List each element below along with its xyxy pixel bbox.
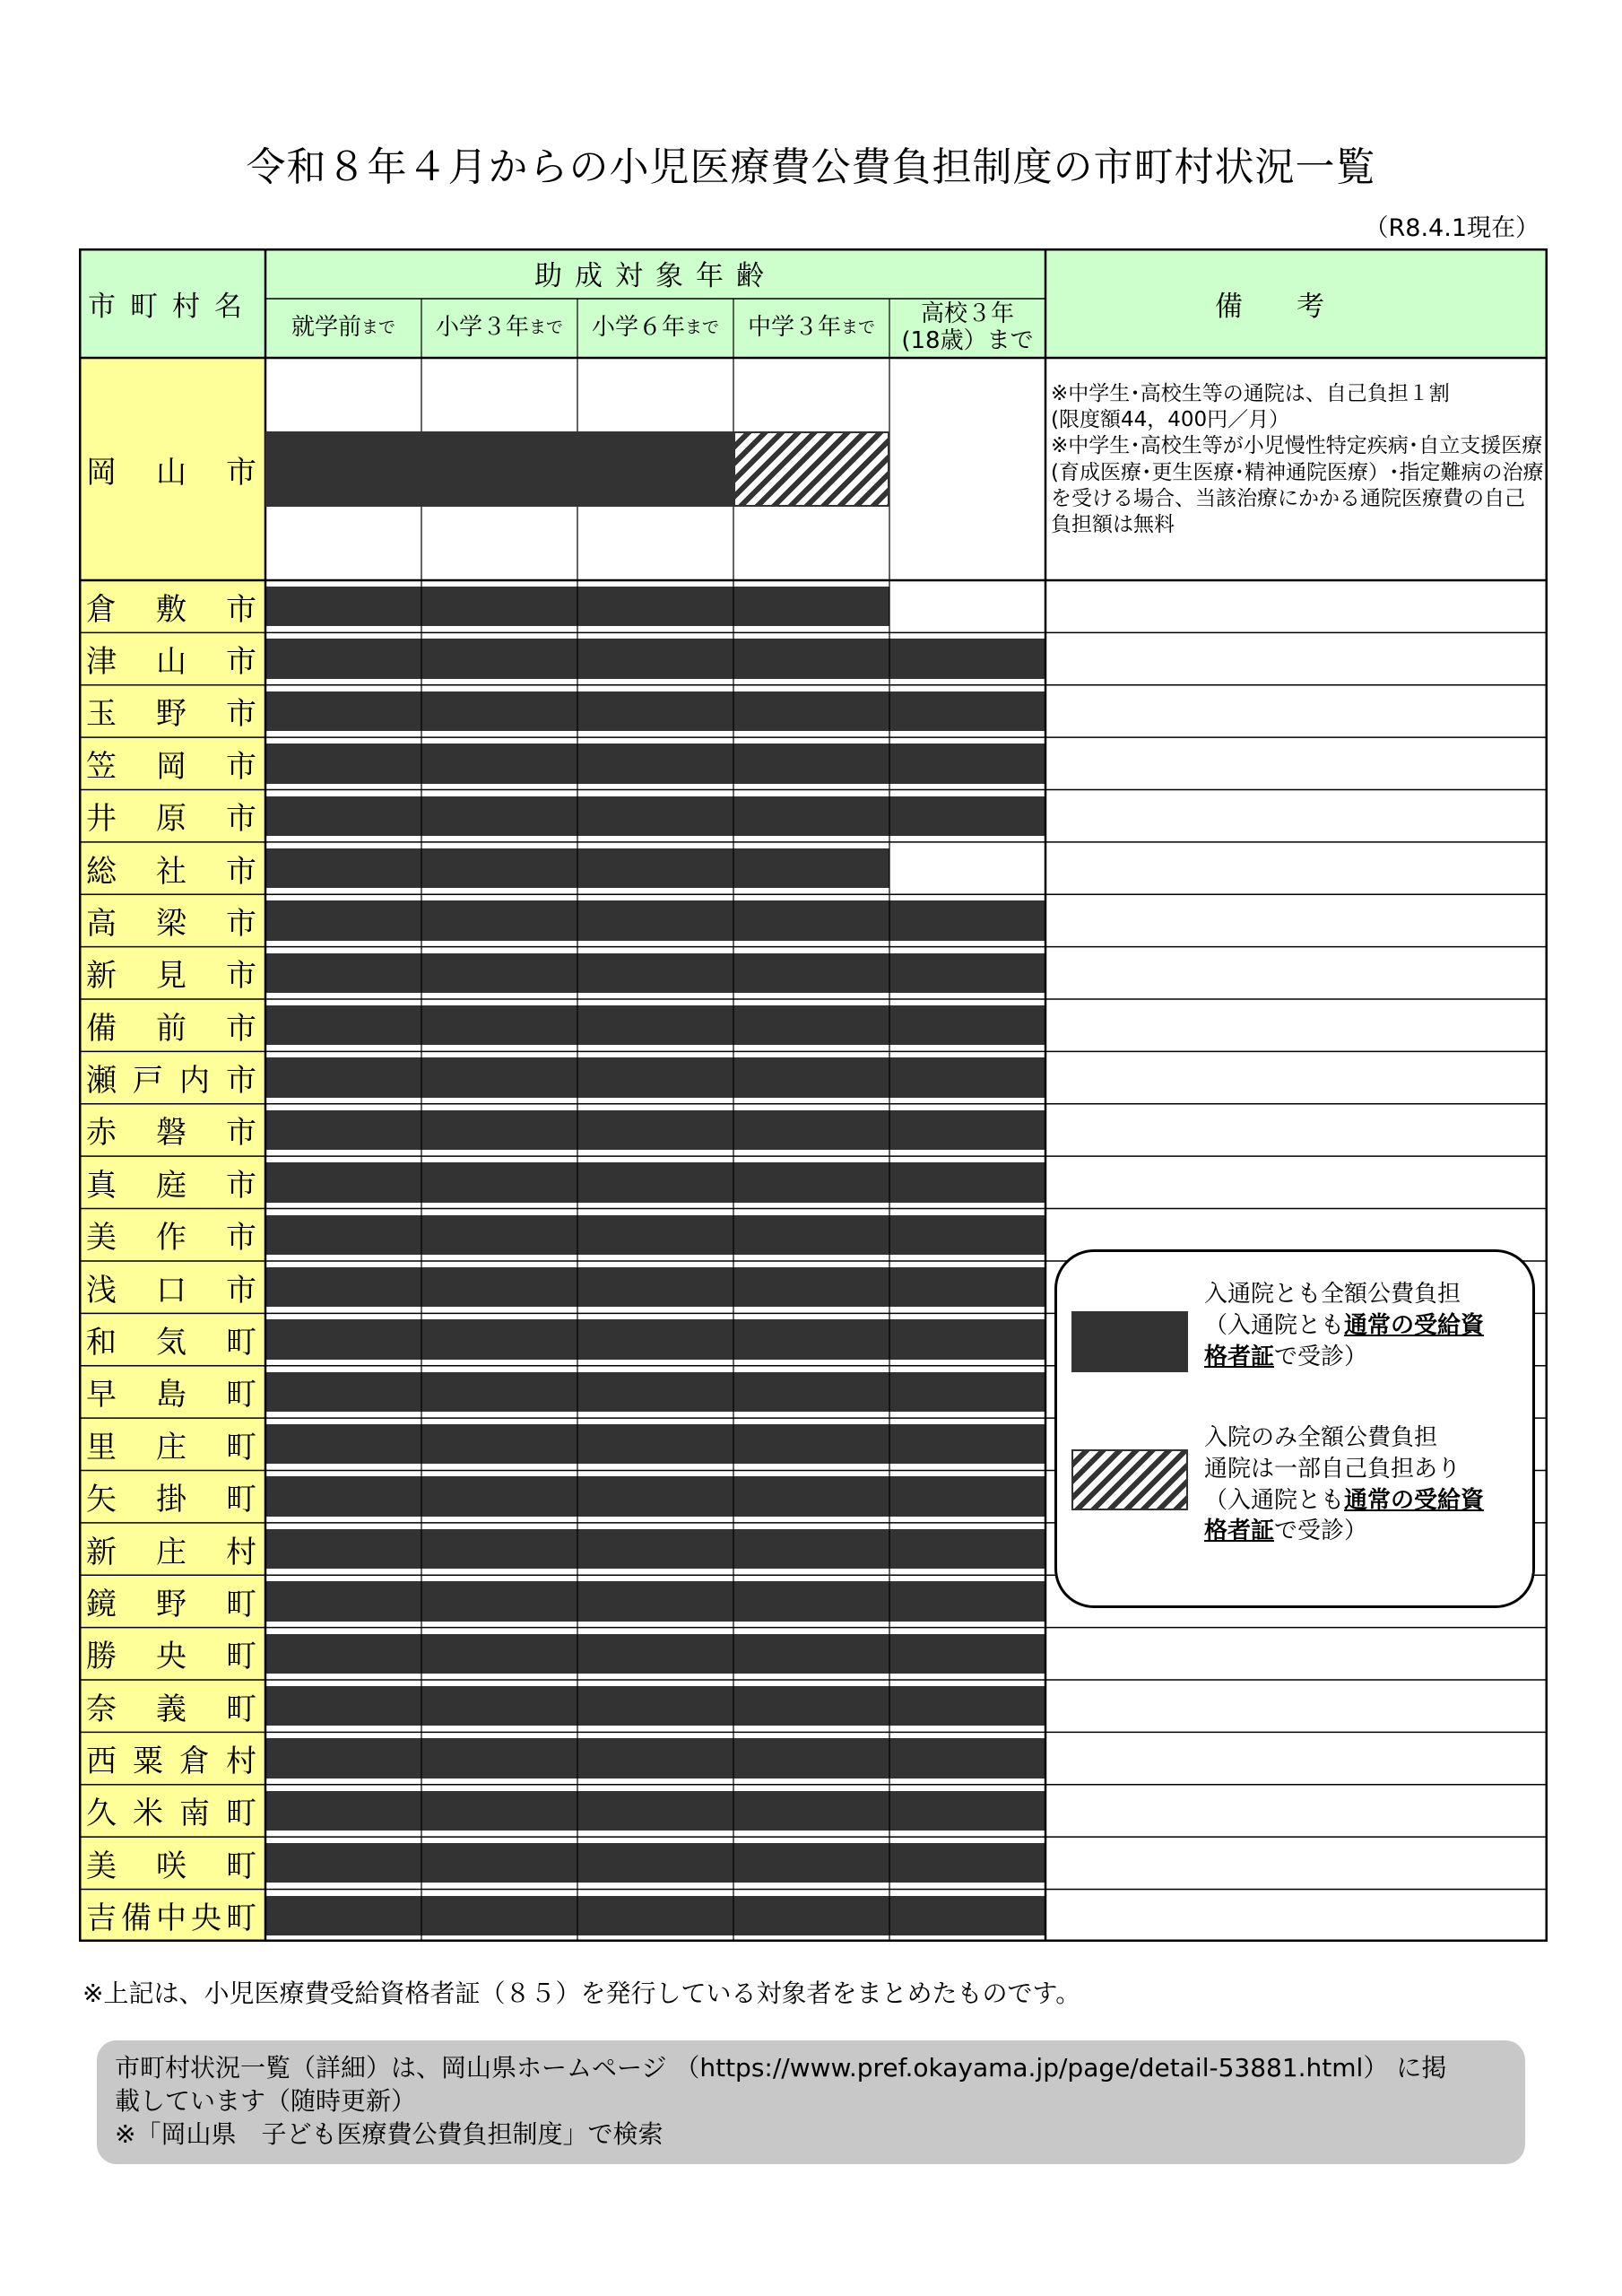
header-age-group: 助成対象年齢: [534, 259, 776, 292]
name-char: 南: [179, 1796, 210, 1832]
name-char: 社: [156, 853, 186, 890]
as-of-date: （R8.4.1現在）: [1364, 214, 1540, 242]
name-char: 市: [226, 1063, 256, 1100]
name-char: 浅: [86, 1272, 117, 1309]
coverage-bar-full: [265, 1581, 1045, 1621]
name-char: 咲: [156, 1848, 186, 1884]
legend-full-text: [1204, 1279, 1484, 1372]
name-char: 岡: [86, 454, 117, 491]
name-char: 央: [156, 1639, 186, 1675]
name-char: 倉: [86, 591, 117, 628]
municipality-name: [79, 894, 265, 946]
name-char: 早: [86, 1377, 117, 1413]
coverage-bar-full: [265, 900, 1045, 940]
municipality-name: [79, 1628, 265, 1680]
header-age-cell: [265, 248, 1045, 358]
coverage-bar-full: [265, 431, 421, 507]
municipality-name: [79, 1890, 265, 1942]
coverage-bar-full: [265, 1529, 1045, 1569]
name-char: 口: [156, 1272, 186, 1309]
name-char: 町: [226, 1691, 256, 1727]
coverage-bar-full: [265, 848, 889, 888]
municipality-name: [79, 632, 265, 684]
name-char: 磐: [156, 1115, 186, 1152]
name-char: 町: [226, 1429, 256, 1465]
name-char: 戸: [133, 1063, 163, 1100]
name-char: 中: [156, 1900, 186, 1937]
name-char: 市: [226, 958, 256, 995]
legend-full-line1: 入通院とも全額公費負担: [1204, 1281, 1462, 1308]
name-char: 義: [156, 1691, 186, 1727]
coverage-bar-full: [265, 744, 1045, 783]
coverage-bar-full: [265, 1319, 1045, 1359]
name-char: 見: [156, 958, 186, 995]
municipality-name: [79, 1156, 265, 1208]
name-char: 市: [226, 591, 256, 628]
legend-inpatient-text: [1204, 1422, 1484, 1547]
name-char: 市: [226, 853, 256, 890]
coverage-bar-full: [265, 1738, 1045, 1778]
name-char: 掛: [156, 1482, 186, 1518]
coverage-bar-full: [421, 431, 577, 507]
coverage-bar-full: [265, 1843, 1045, 1883]
coverage-bar-full: [265, 1215, 1045, 1255]
name-char: 粟: [133, 1744, 163, 1780]
name-char: 作: [156, 1220, 186, 1257]
name-char: 美: [86, 1848, 117, 1884]
municipality-name: [79, 1051, 265, 1103]
name-char: 美: [86, 1220, 117, 1257]
municipality-name: [79, 1313, 265, 1365]
name-char: 奈: [86, 1691, 117, 1727]
age-column-header: 中学３年 まで: [747, 314, 876, 342]
municipality-name: [79, 737, 265, 789]
okayama-remarks: ※中学生･高校生等の通院は、自己負担１割 (限度額44，400円／月） ※中学生･高校生等が小児慢性特定疾病･自立支援医療(育成医療･更生医療･精神通院医療）･指定難病の治療を受ける場合、当該治療にかかる通院医療費の自己負担額は無料: [1051, 382, 1544, 537]
coverage-bar-full: [265, 1476, 1045, 1516]
name-char: 倉: [179, 1744, 210, 1780]
name-char: 島: [156, 1377, 186, 1413]
name-char: 高: [86, 905, 117, 942]
name-char: 気: [156, 1325, 186, 1361]
name-char: 西: [86, 1744, 117, 1780]
municipality-name: [79, 1209, 265, 1261]
name-char: 井: [86, 801, 117, 838]
info-line1: 市町村状況一覧（詳細）は、岡山県ホームページ （https://www.pref.okayama.jp/page/detail-53881.html） に掲: [115, 2053, 1447, 2083]
name-char: 庭: [156, 1167, 186, 1204]
legend-inpatient-line4: 格者証で受診）: [1204, 1518, 1368, 1545]
name-char: 市: [226, 1167, 256, 1204]
name-char: 和: [86, 1325, 117, 1361]
name-char: 市: [226, 1272, 256, 1309]
municipality-name: [79, 1837, 265, 1889]
name-char: 村: [226, 1534, 256, 1570]
name-char: 赤: [86, 1115, 117, 1152]
header-municipality: 市町村名: [88, 290, 256, 323]
name-char: 町: [226, 1639, 256, 1675]
municipality-name: [79, 1732, 265, 1784]
coverage-bar-full: [265, 1424, 1045, 1464]
coverage-bar-full: [265, 1005, 1045, 1045]
coverage-bar-full: [265, 1267, 1045, 1307]
municipality-name: [79, 947, 265, 999]
municipality-name: [79, 1523, 265, 1575]
name-char: 央: [191, 1900, 221, 1937]
municipality-name: [79, 1366, 265, 1418]
name-char: 町: [226, 1900, 256, 1937]
name-char: 瀬: [86, 1063, 117, 1100]
name-char: 内: [179, 1063, 210, 1100]
name-char: 新: [86, 1534, 117, 1570]
name-char: 総: [86, 853, 117, 890]
page-title: 令和８年４月からの小児医療費公費負担制度の市町村状況一覧: [246, 144, 1376, 190]
name-char: 市: [226, 696, 256, 733]
name-char: 里: [86, 1429, 117, 1465]
age-column-header: 小学３年 まで: [435, 314, 564, 342]
name-char: 山: [156, 644, 186, 681]
name-char: 山: [156, 454, 186, 491]
header-remarks-cell: [1045, 248, 1548, 358]
name-char: 新: [86, 958, 117, 995]
coverage-bar-full: [265, 796, 1045, 836]
coverage-bar-full: [265, 1162, 1045, 1202]
legend-inpatient-line1: 入院のみ全額公費負担: [1204, 1424, 1438, 1451]
header-municipality-cell: [79, 248, 265, 358]
age-column-header: 小学６年 まで: [591, 314, 720, 342]
municipality-name: [79, 1785, 265, 1837]
name-char: 笠: [86, 748, 117, 785]
name-char: 町: [226, 1377, 256, 1413]
legend-full-line3: 格者証で受診）: [1204, 1343, 1368, 1370]
municipality-name: [79, 1680, 265, 1732]
name-char: 市: [226, 748, 256, 785]
name-char: 吉: [86, 1900, 117, 1937]
legend-inpatient-swatch: [1071, 1449, 1188, 1510]
municipality-name: [79, 842, 265, 894]
coverage-bar-full: [265, 1372, 1045, 1412]
coverage-bar-full: [265, 953, 1045, 993]
name-char: 矢: [86, 1482, 117, 1518]
name-char: 市: [226, 1220, 256, 1257]
coverage-bar-full: [265, 639, 1045, 678]
footnote: ※上記は、小児医療費受給資格者証（８５）を発行している対象者をまとめたものです。: [82, 1979, 1081, 2008]
info-box: [97, 2040, 1525, 2164]
municipality-name: [79, 685, 265, 737]
name-char: 原: [156, 801, 186, 838]
name-char: 野: [156, 696, 186, 733]
name-char: 市: [226, 1115, 256, 1152]
coverage-bar-full: [265, 1110, 1045, 1150]
coverage-bar-full: [265, 1057, 1045, 1097]
name-char: 市: [226, 1010, 256, 1047]
name-char: 町: [226, 1325, 256, 1361]
legend-inpatient-line3: （入通院とも通常の受給資: [1204, 1486, 1485, 1514]
name-char: 岡: [156, 748, 186, 785]
name-char: 野: [156, 1586, 186, 1622]
name-char: 町: [226, 1848, 256, 1884]
municipality-name: [79, 790, 265, 842]
name-char: 玉: [86, 696, 117, 733]
name-char: 市: [226, 644, 256, 681]
name-char: 市: [226, 801, 256, 838]
coverage-bar-inpatient: [733, 431, 889, 507]
coverage-bar-full: [265, 1896, 1045, 1935]
legend-inpatient-line2: 通院は一部自己負担あり: [1204, 1455, 1462, 1483]
name-char: 町: [226, 1796, 256, 1832]
name-char: 村: [226, 1744, 256, 1780]
name-char: 勝: [86, 1639, 117, 1675]
municipality-okayama: [79, 358, 265, 580]
name-char: 備: [121, 1900, 152, 1937]
info-line2: 載しています（随時更新）: [115, 2086, 417, 2117]
name-char: 町: [226, 1482, 256, 1518]
age-column-header: 就学前 まで: [291, 314, 396, 342]
name-char: 敷: [156, 591, 186, 628]
coverage-bar-full: [265, 587, 889, 626]
municipality-name: [79, 1470, 265, 1522]
name-char: 町: [226, 1586, 256, 1622]
legend-full-line2: （入通院とも通常の受給資: [1204, 1311, 1485, 1339]
municipality-name: [79, 1261, 265, 1313]
coverage-bar-full: [265, 691, 1045, 731]
municipality-table: [79, 248, 1548, 1942]
name-char: 庄: [156, 1429, 186, 1465]
name-char: 前: [156, 1010, 186, 1047]
municipality-name: [79, 580, 265, 632]
name-char: 真: [86, 1167, 117, 1204]
legend-box: [1054, 1249, 1535, 1608]
municipality-name: [79, 1418, 265, 1470]
info-line3: ※「岡山県 子ども医療費公費負担制度」で検索: [115, 2119, 664, 2150]
municipality-name: [79, 1575, 265, 1627]
name-char: 久: [86, 1796, 117, 1832]
name-char: 市: [226, 905, 256, 942]
name-char: 備: [86, 1010, 117, 1047]
coverage-bar-full: [265, 1791, 1045, 1831]
header-remarks: 備考: [1215, 290, 1378, 323]
municipality-name: [79, 1104, 265, 1156]
coverage-bar-full: [265, 1634, 1045, 1674]
municipality-name: [79, 999, 265, 1051]
age-column-header: 高校３年 (18歳）まで: [901, 300, 1034, 354]
name-char: 津: [86, 644, 117, 681]
coverage-bar-full: [265, 1686, 1045, 1726]
name-char: 庄: [156, 1534, 186, 1570]
legend-full-swatch: [1071, 1311, 1188, 1372]
coverage-bar-full: [577, 431, 733, 507]
name-char: 鏡: [86, 1586, 117, 1622]
name-char: 米: [133, 1796, 163, 1832]
name-char: 梁: [156, 905, 186, 942]
name-char: 市: [226, 454, 256, 491]
